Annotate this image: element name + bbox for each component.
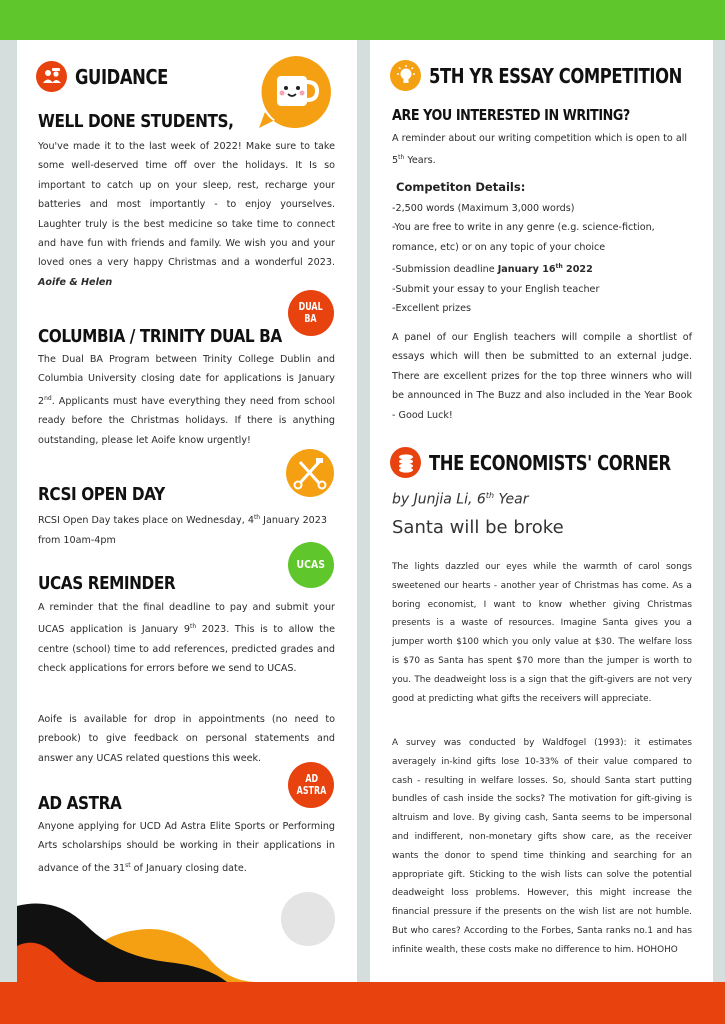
rcsi-text-a: RCSI Open Day takes place on Wednesday, 4 — [38, 515, 254, 527]
rcsi-heading: RCSI OPEN DAY — [38, 484, 165, 505]
detail-item-genre: -You are free to write in any genre (e.g. science-fiction, romance, etc) or on any topic of your choice — [392, 222, 655, 253]
dual-ba-badge-line1: DUAL — [298, 300, 324, 313]
ucas-sup: th — [189, 623, 197, 631]
ad-astra-text-b: of January closing date. — [130, 863, 247, 874]
well-done-heading: WELL DONE STUDENTS, — [38, 111, 234, 132]
coffee-mug-icon — [255, 52, 335, 132]
reminder-text-b: Years. — [404, 155, 436, 167]
byline-a: by Junjia Li, 6 — [392, 491, 486, 508]
well-done-signature: Aoife & Helen — [38, 276, 113, 288]
ucas-badge — [288, 542, 334, 588]
well-done-body: You've made it to the last week of 2022! Make sure to take some well-deserved time off over the holidays. It Is so important to catch up on your sleep, rest, recharge your batteries and most importantly - to enjoy yourselves. Laughter truly is the best medicine so take time to connect and have fun with friends and family. We wish you and your loved ones a very happy Christmas and a wonderful 2023. — [38, 141, 335, 269]
ad-astra-text — [38, 817, 335, 878]
details-heading: Competiton Details: — [396, 180, 526, 194]
economists-corner-title: THE ECONOMISTS' CORNER — [429, 450, 671, 475]
detail-item-submit: -Submit your essay to your English teacher — [392, 283, 600, 295]
right-column — [370, 40, 713, 982]
dual-ba-text-a: The Dual BA Program between Trinity College Dublin and Columbia University closing date for applications is January 2 — [38, 354, 335, 407]
ucas-text — [38, 598, 335, 679]
ad-astra-badge-line2: ASTRA — [296, 784, 326, 797]
dual-ba-text-b: . Applicants must have everything they need from school ready before the Christmas holidays. If there is anything outstanding, please let Aoife know urgently! — [38, 396, 335, 446]
rcsi-text — [38, 508, 335, 550]
dual-ba-badge-line2: BA — [304, 312, 318, 325]
deadline-year: 2022 — [562, 264, 593, 276]
ad-astra-text-a: Anyone applying for UCD Ad Astra Elite Sports or Performing Arts scholarships should be working in their applications in advance of the 31 — [38, 821, 335, 874]
bottom-red-bar — [0, 982, 725, 1024]
deadline-prefix: -Submission deadline — [392, 264, 498, 276]
left-column — [17, 40, 357, 982]
details-list — [392, 199, 692, 319]
ad-astra-sup: st — [125, 861, 131, 869]
ucas-text-a: A reminder that the final deadline to pay and submit your UCAS application is January 9 — [38, 602, 335, 636]
panel-text: A panel of our English teachers will compile a shortlist of essays which will then be submitted to an external judge. There are excellent prizes for the top three winners who will be announced in The Buzz and also included in the Year Book - Good Luck! — [392, 332, 692, 421]
dual-ba-text — [38, 350, 335, 450]
guidance-title: GUIDANCE — [75, 64, 168, 89]
deadline-date: January 16 — [497, 264, 556, 276]
essay-title-row — [390, 60, 713, 91]
ad-astra-badge-line1: AD — [304, 772, 318, 785]
ad-astra-badge — [288, 762, 334, 808]
article-paragraph-2: A survey was conducted by Waldfogel (1993): it estimates averagely in-kind gifts lose 10-33% of their value compared to cash - resulting in welfare losses. So, should Santa start putting bundles of cash inside the socks? The motivation for gift-giving is altruism and love. By giving cash, Santa seems to be impersonal and indifferent, non-monetary gifts show care, as the receiver wants the donor to spend time thinking and searching for an appropriate gift. Sticking to the wish lists can solve the potential deadweight loss problems. However, this might increase the financial pressure if the presents on the wish list are not humble. But who cares? According to the Forbes, Santa ranks no.1 and has infinite wealth, these costs make no difference to him. HOHOHO — [392, 738, 692, 955]
ad-astra-heading: AD ASTRA — [38, 793, 122, 814]
deadline-sup: th — [555, 263, 563, 271]
rcsi-text-b: January 2023 from 10am-4pm — [38, 515, 327, 546]
rcsi-sup: th — [253, 514, 261, 521]
ucas-heading: UCAS REMINDER — [38, 573, 176, 594]
top-green-bar — [0, 0, 725, 40]
ucas-text2: Aoife is available for drop in appointments (no need to prebook) to give feedback on personal statements and answer any UCAS related questions this week. — [38, 714, 335, 764]
ucas-badge-text: UCAS — [296, 558, 326, 571]
byline-b: Year — [494, 491, 529, 508]
byline — [392, 491, 528, 508]
reminder-text — [392, 129, 692, 171]
decorative-waves — [17, 886, 357, 982]
guidance-title-row — [36, 61, 188, 92]
detail-item-deadline — [392, 257, 692, 280]
detail-item-prizes: -Excellent prizes — [392, 303, 471, 315]
well-done-text — [38, 137, 335, 292]
tools-icon — [285, 448, 335, 498]
essay-competition-title: 5TH YR ESSAY COMPETITION — [429, 63, 682, 88]
dual-ba-sup: nd — [44, 394, 52, 402]
article-paragraph-1: The lights dazzled our eyes while the warmth of carol songs sweetened our hearts - another year of Christmas has come. As a boring economist, I want to know whether giving Christmas presents is a waste of resources. Imagine Santa gives you a jumper worth $100 which you only value at $30. The welfare loss is $70 as Santa has spent $70 more than the jumper is worth to you. The deadweight loss is a sign that the gift-givers are not very good at predicting what gifts the receivers will appreciate. — [392, 562, 692, 704]
people-chat-icon — [36, 61, 67, 92]
detail-item-words: -2,500 words (Maximum 3,000 words) — [392, 203, 575, 214]
byline-sup: th — [485, 491, 495, 500]
lightbulb-icon — [390, 60, 421, 91]
coins-icon — [390, 447, 421, 478]
ucas-text-b: 2023. This is to allow the centre (school) time to add references, predicted grades and check applications for errors before we send to UCAS. — [38, 624, 335, 675]
reminder-sup: th — [398, 154, 405, 162]
dual-ba-heading: COLUMBIA / TRINITY DUAL BA — [38, 326, 282, 347]
reminder-text-a: A reminder about our writing competition which is open to all 5 — [392, 133, 688, 167]
interested-heading: ARE YOU INTERESTED IN WRITING? — [392, 106, 630, 124]
dual-ba-badge — [288, 290, 334, 336]
econ-title-row — [390, 447, 713, 478]
article-title: Santa will be broke — [392, 517, 564, 538]
